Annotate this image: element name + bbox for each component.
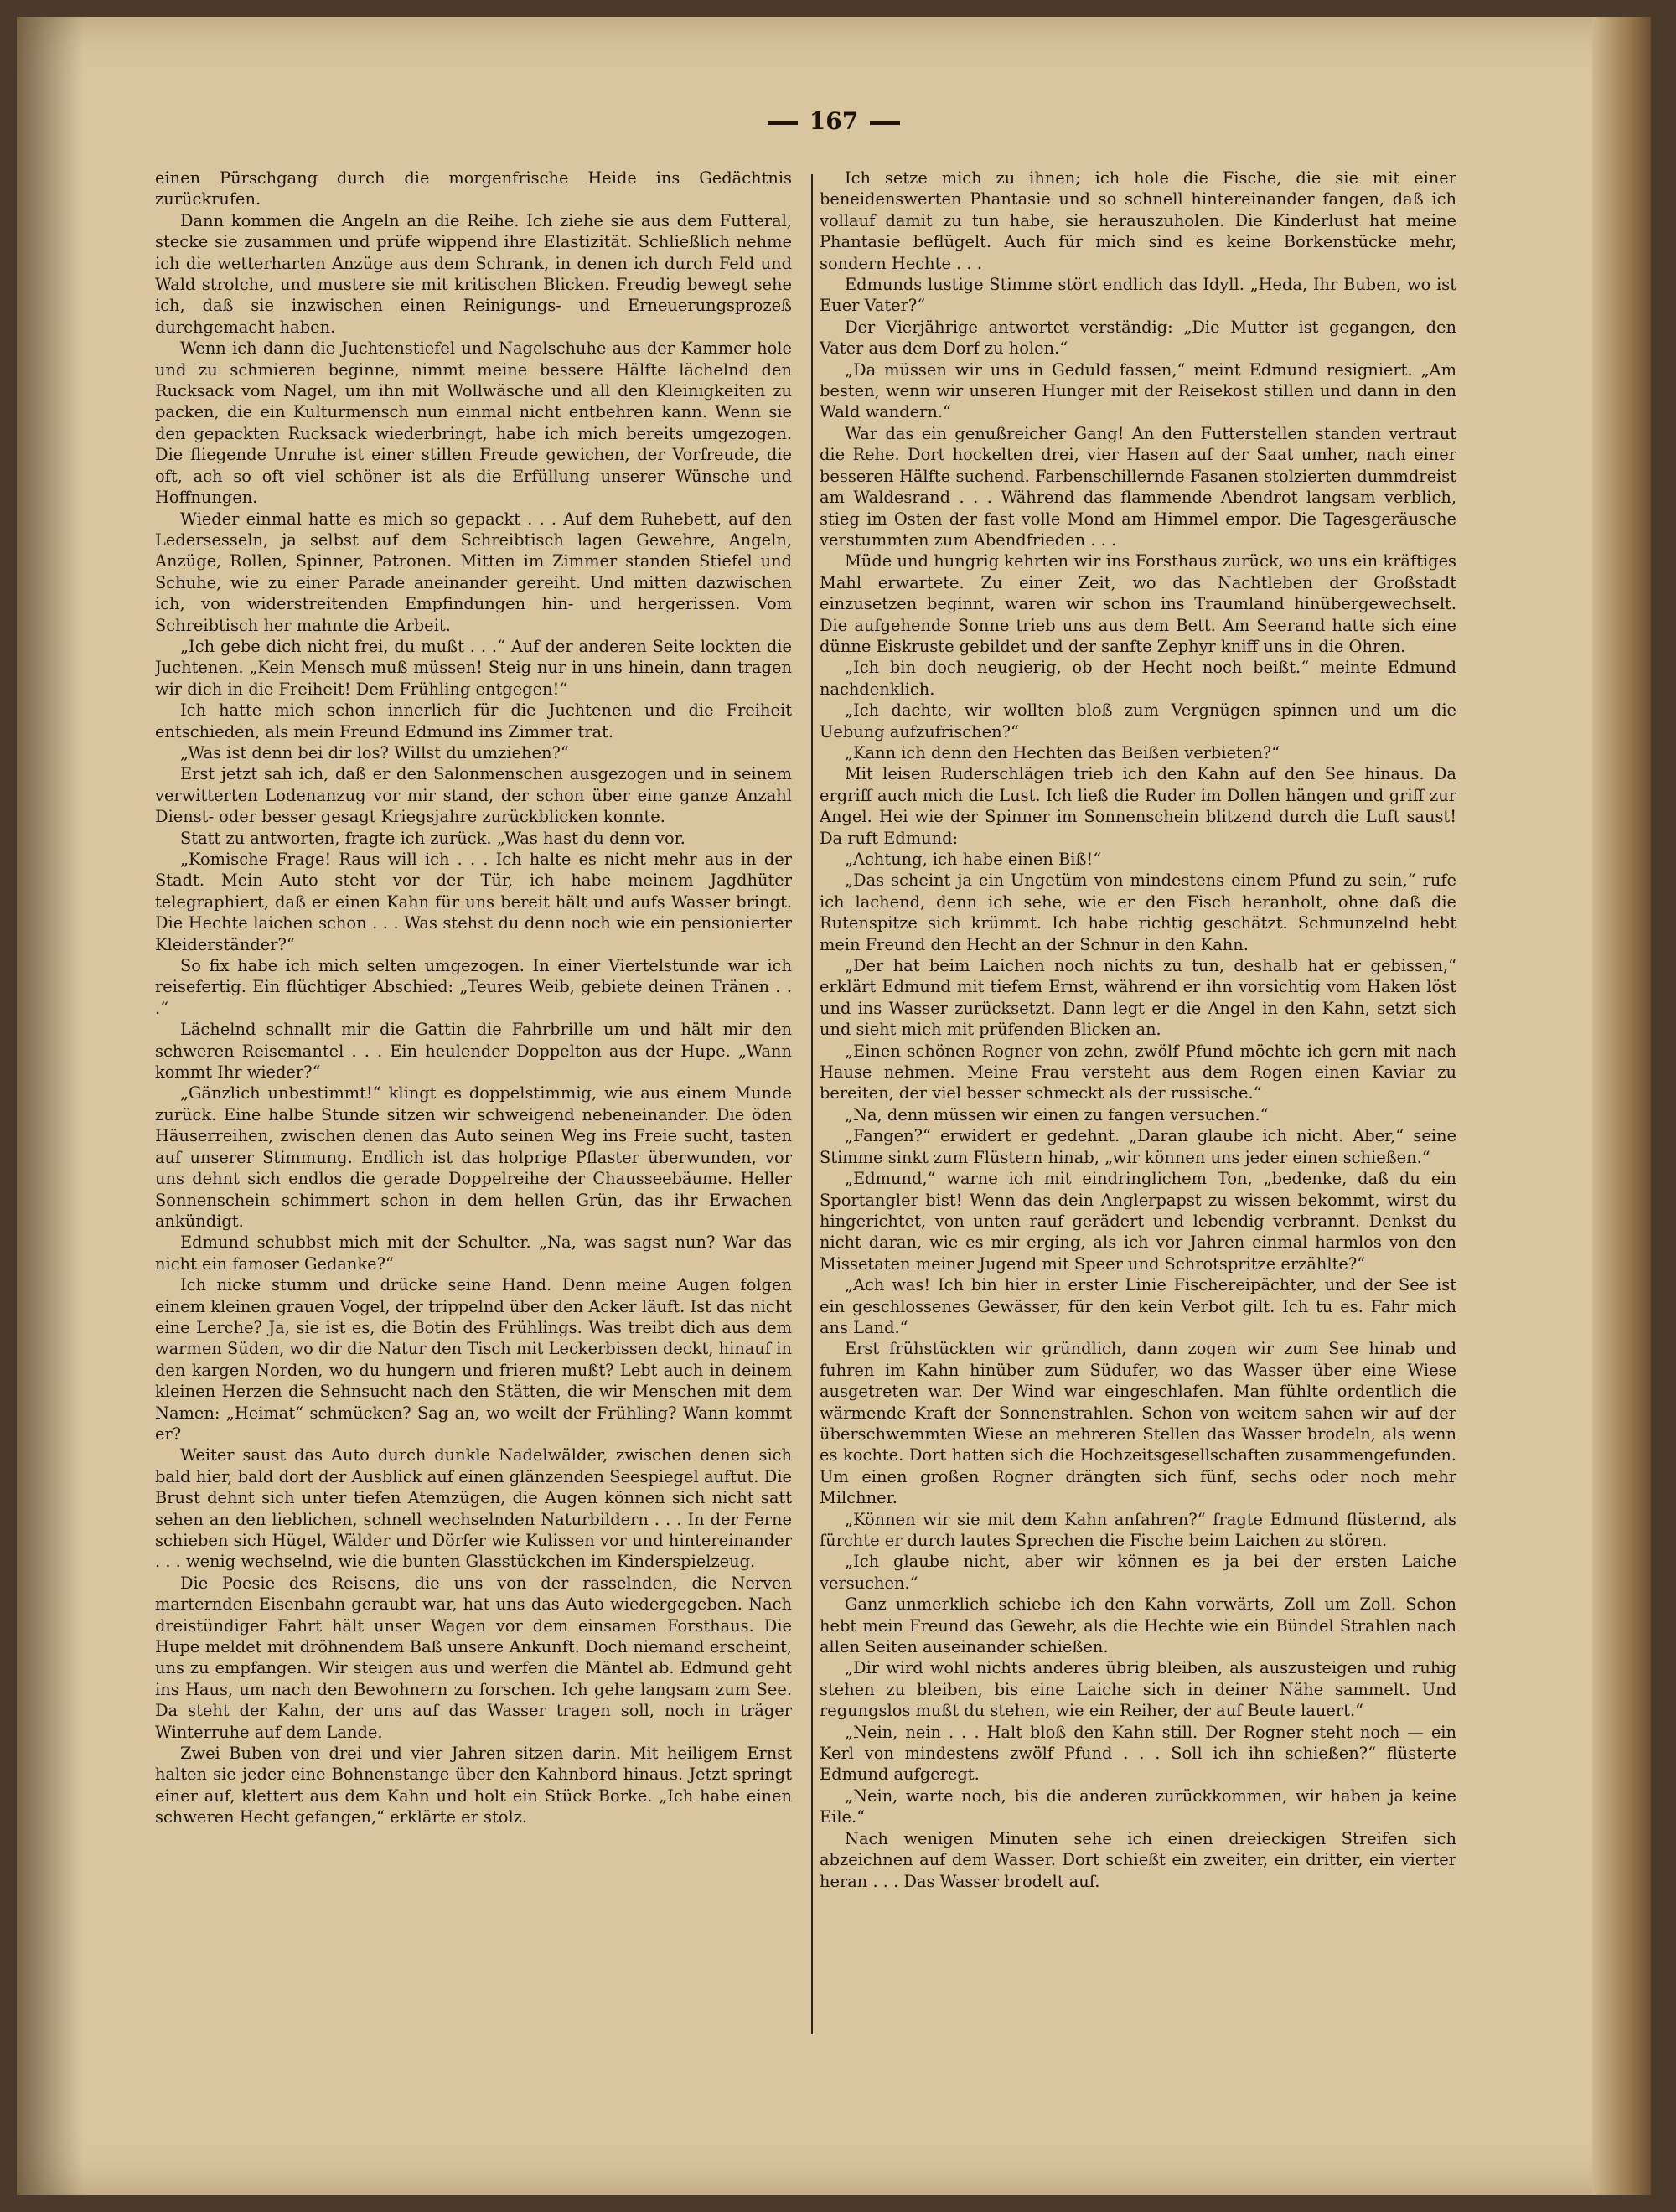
paragraph: War das ein genußreicher Gang! An den Futterstellen standen vertraut die Rehe. Dort hockelten drei, vier Hasen auf der Saat umher, nach einer besseren Hälfte suchend. Farbenschillernde Fasanen stolzierten dummdreist am Waldesrand . . . Während das flammende Abendrot langsam verblich, stieg im Osten der fast volle Mond am Himmel empor. Die Tagesgeräusche verstummten zum Abendfrieden . . . — [820, 423, 1456, 550]
paragraph: „Nein, nein . . . Halt bloß den Kahn still. Der Rogner steht noch — ein Kerl von mindestens zwölf Pfund . . . Soll ich ihn schießen?“ flüsterte Edmund aufgeregt. — [820, 1722, 1456, 1785]
paragraph: „Ich glaube nicht, aber wir können es ja bei der ersten Laiche versuchen.“ — [820, 1552, 1456, 1593]
paragraph: So fix habe ich mich selten umgezogen. In einer Viertelstunde war ich reisefertig. Ein flüchtiger Abschied: „Teures Weib, gebiete deinen Tränen . . .“ — [155, 956, 792, 1018]
paragraph: Ich hatte mich schon innerlich für die Juchtenen und die Freiheit entschieden, als mein Freund Edmund ins Zimmer trat. — [155, 700, 792, 742]
page-header — [0, 107, 1668, 135]
paragraph: „Da müssen wir uns in Geduld fassen,“ meint Edmund resigniert. „Am besten, wenn wir unseren Hunger mit der Reisekost stillen und dann in den Wald wandern.“ — [820, 359, 1456, 422]
page-edge — [1592, 17, 1651, 2195]
header-dash-right — [870, 121, 900, 125]
paragraph: „Ich gebe dich nicht frei, du mußt . . .“ Auf der anderen Seite lockten die Juchtenen. „Kein Mensch muß müssen! Steig nur in uns hinein, dann tragen wir dich in die Freiheit! Dem Frühling entgegen!“ — [155, 636, 792, 699]
paragraph: Die Poesie des Reisens, die uns von der rasselnden, die Nerven marternden Eisenbahn geraubt war, hat uns das Auto wiedergegeben. Nach dreistündiger Fahrt hält unser Wagen vor dem einsamen Forsthaus. Die Hupe meldet mit dröhnendem Baß unsere Ankunft. Doch niemand erscheint, uns zu empfangen. Wir steigen aus und werfen die Mäntel ab. Edmund geht ins Haus, um nach den Bewohnern zu forschen. Ich gehe langsam zum See. Da steht der Kahn, der uns auf das Wasser tragen soll, noch in träger Winterruhe auf dem Lande. — [155, 1573, 792, 1742]
paragraph: Müde und hungrig kehrten wir ins Forsthaus zurück, wo uns ein kräftiges Mahl erwartete. Zu einer Zeit, wo das Nachtleben der Großstadt einzusetzen beginnt, waren wir schon ins Traumland hinübergewechselt. Die aufgehende Sonne trieb uns aus dem Bett. Am Seerand hatte sich eine dünne Eiskruste gebildet und der sanfte Zephyr kniff uns in die Ohren. — [820, 551, 1456, 656]
paragraph: Lächelnd schnallt mir die Gattin die Fahrbrille um und hält mir den schweren Reisemantel . . . Ein heulender Doppelton aus der Hupe. „Wann kommt Ihr wieder?“ — [155, 1020, 792, 1083]
paragraph: Edmund schubbst mich mit der Schulter. „Na, was sagst nun? War das nicht ein famoser Gedanke?“ — [155, 1233, 792, 1274]
column-divider — [811, 174, 813, 2034]
paragraph: Der Vierjährige antwortet verständig: „Die Mutter ist gegangen, den Vater aus dem Dorf zu holen.“ — [820, 317, 1456, 359]
paragraph: Zwei Buben von drei und vier Jahren sitzen darin. Mit heiligem Ernst halten sie jeder eine Bohnenstange über den Kahnbord hinaus. Jetzt springt einer auf, klettert aus dem Kahn und holt ein Stück Borke. „Ich habe einen schweren Hecht gefangen,“ erklärte er stolz. — [155, 1744, 792, 1827]
paragraph: Ich nicke stumm und drücke seine Hand. Denn meine Augen folgen einem kleinen grauen Vogel, der trippelnd über den Acker läuft. Ist das nicht eine Lerche? Ja, sie ist es, die Botin des Frühlings. Was treibt dich aus dem warmen Süden, wo dir die Natur den Tisch mit Leckerbissen deckt, hinauf in den kargen Norden, wo du hungern und frieren mußt? Lebt auch in deinem kleinen Herzen die Sehnsucht nach den Stätten, die wir Menschen mit dem Namen: „Heimat“ schmücken? Sag an, wo weilt der Frühling? Wann kommt er? — [155, 1275, 792, 1444]
paragraph: Erst jetzt sah ich, daß er den Salonmenschen ausgezogen und in seinem verwitterten Lodenanzug vor mir stand, der schon über eine ganze Anzahl Dienst- oder besser gesagt Kriegsjahre zurückblicken konnte. — [155, 764, 792, 827]
page-number: 167 — [809, 107, 859, 135]
paragraph: „Dir wird wohl nichts anderes übrig bleiben, als auszusteigen und ruhig stehen zu bleiben, bis eine Laiche sich in deiner Nähe sammelt. Und regungslos mußt du stehen, wie ein Reiher, der auf Beute lauert.“ — [820, 1658, 1456, 1721]
paragraph: „Was ist denn bei dir los? Willst du umziehen?“ — [180, 742, 569, 762]
paragraph: Mit leisen Ruderschlägen trieb ich den Kahn auf den See hinaus. Da ergriff auch mich die Lust. Ich ließ die Ruder im Dollen hängen und griff zur Angel. Hei wie der Spinner im Sonnenschein blitzend durch die Luft saust! Da ruft Edmund: — [820, 764, 1456, 848]
paragraph: Edmunds lustige Stimme stört endlich das Idyll. „Heda, Ihr Buben, wo ist Euer Vater?“ — [820, 275, 1456, 316]
paragraph: Weiter saust das Auto durch dunkle Nadelwälder, zwischen denen sich bald hier, bald dort der Ausblick auf einen glänzenden Seespiegel auftut. Die Brust dehnt sich unter tiefen Atemzügen, die Augen können sich nicht satt sehen an den lieblichen, schnell wechselnden Naturbildern . . . In der Ferne schieben sich Hügel, Wälder und Dörfer wie Kulissen vor und hintereinander . . . wenig wechselnd, wie die bunten Glasstückchen im Kinderspielzeug. — [155, 1445, 792, 1572]
paragraph: „Komische Frage! Raus will ich . . . Ich halte es nicht mehr aus in der Stadt. Mein Auto steht vor der Tür, ich habe meinem Jagdhüter telegraphiert, daß er einen Kahn für uns bereit hält und aufs Wasser bringt. Die Hechte laichen schon . . . Was stehst du denn noch wie ein pensionierter Kleiderständer?“ — [155, 850, 792, 954]
paragraph: Wenn ich dann die Juchtenstiefel und Nagelschuhe aus der Kammer hole und zu schmieren beginne, nimmt meine bessere Hälfte lächelnd den Rucksack vom Nagel, um ihn mit Wollwäsche und all den Kleinigkeiten zu packen, die ein Kulturmensch nun einmal nicht entbehren kann. Wenn sie den gepackten Rucksack wiederbringt, habe ich mich bereits umgezogen. Die fliegende Unruhe ist einer stillen Freude gewichen, der Vorfreude, die oft, ach so oft viel schöner ist als die Erfüllung unserer Wünsche und Hoffnungen. — [155, 339, 792, 508]
paragraph: „Der hat beim Laichen noch nichts zu tun, deshalb hat er gebissen,“ erklärt Edmund mit tiefem Ernst, während er ihn vorsichtig vom Haken löst und ins Wasser zurücksetzt. Dann legt er die Angel in den Kahn, setzt sich und sieht mich mit prüfenden Blicken an. — [820, 956, 1456, 1040]
paragraph: „Na, denn müssen wir einen zu fangen versuchen.“ — [845, 1104, 1269, 1124]
paragraph: Erst frühstückten wir gründlich, dann zogen wir zum See hinab und fuhren im Kahn hinüber zum Südufer, wo das Wasser über eine Wiese ausgetreten war. Der Wind war eingeschlafen. Man fühlte ordentlich die wärmende Kraft der Sonnenstrahlen. Schon von weitem sahen wir auf der überschwemmten Wiese an mehreren Stellen das Wasser brodeln, als wenn es kochte. Dort hatten sich die Hochzeitsgesellschaften zusammengefunden. Um einen großen Rogner drängten sich fünf, sechs oder noch mehr Milchner. — [820, 1339, 1456, 1508]
paragraph: „Nein, warte noch, bis die anderen zurückkommen, wir haben ja keine Eile.“ — [820, 1786, 1456, 1827]
paragraph: Ich setze mich zu ihnen; ich hole die Fische, die sie mit einer beneidenswerten Phantasie und so schnell hintereinander fangen, daß ich vollauf damit zu tun habe, sie herauszuholen. Die Kinderlust hat meine Phantasie beflügelt. Auch für mich sind es keine Borkenstücke mehr, sondern Hechte . . . — [820, 168, 1456, 273]
left-text-column — [155, 168, 792, 2095]
paragraph: Ganz unmerklich schiebe ich den Kahn vorwärts, Zoll um Zoll. Schon hebt mein Freund das Gewehr, als die Hechte wie ein Bündel Strahlen nach allen Seiten auseinander schießen. — [820, 1594, 1456, 1657]
paragraph: „Fangen?“ erwidert er gedehnt. „Daran glaube ich nicht. Aber,“ seine Stimme sinkt zum Flüstern hinab, „wir können uns jeder einen schießen.“ — [820, 1126, 1456, 1167]
paragraph: „Achtung, ich habe einen Biß!“ — [845, 850, 1102, 869]
spine-shadow — [17, 17, 84, 2195]
header-dash-left — [768, 121, 798, 125]
paragraph: „Ach was! Ich bin hier in erster Linie Fischereipächter, und der See ist ein geschlossenes Gewässer, für den kein Verbot gilt. Ich tu es. Fahr mich ans Land.“ — [820, 1275, 1456, 1337]
paragraph: „Edmund,“ warne ich mit eindringlichem Ton, „bedenke, daß du ein Sportangler bist! Wenn das dein Anglerpapst zu wissen bekommt, wirst du hingerichtet, von unten rauf gerädert und lebendig verbrannt. Denkst du nicht daran, wie es mir erging, als ich vor Jahren einmal harmlos von den Missetaten meiner Jugend mit Speer und Schrotspritze erzählte?“ — [820, 1169, 1456, 1274]
paragraph: „Können wir sie mit dem Kahn anfahren?“ fragte Edmund flüsternd, als fürchte er durch lautes Sprechen die Fische beim Laichen zu stören. — [820, 1509, 1456, 1550]
paragraph: „Einen schönen Rogner von zehn, zwölf Pfund möchte ich gern mit nach Hause nehmen. Meine Frau versteht aus dem Rogen einen Kaviar zu bereiten, der viel besser schmeckt als der russische.“ — [820, 1041, 1456, 1103]
paragraph: einen Pürschgang durch die morgenfrische Heide ins Gedächtnis zurückrufen. — [155, 168, 792, 209]
right-text-column — [820, 168, 1456, 2095]
paragraph: „Gänzlich unbestimmt!“ klingt es doppelstimmig, wie aus einem Munde zurück. Eine halbe Stunde sitzen wir schweigend nebeneinander. Die öden Häuserreihen, zwischen denen das Auto seinen Weg ins Freie sucht, tasten auf unserer Stimmung. Endlich ist das holprige Pflaster überwunden, vor uns dehnt sich endlos die gerade Doppelreihe der Chausseebäume. Heller Sonnenschein schimmert schon in dem hellen Grün, das ihr Erwachen ankündigt. — [155, 1083, 792, 1231]
paragraph: „Das scheint ja ein Ungetüm von mindestens einem Pfund zu sein,“ rufe ich lachend, denn ich sehe, wie er den Fisch heranholt, ohne daß die Rutenspitze sich krümmt. Ich habe richtig geschätzt. Schmunzelnd hebt mein Freund den Hecht an der Schnur in den Kahn. — [820, 871, 1456, 954]
paragraph: „Ich dachte, wir wollten bloß zum Vergnügen spinnen und um die Uebung aufzufrischen?“ — [820, 700, 1456, 742]
paragraph: Wieder einmal hatte es mich so gepackt . . . Auf dem Ruhebett, auf den Ledersesseln, ja selbst auf dem Schreibtisch lagen Gewehre, Angeln, Anzüge, Rollen, Spinner, Patronen. Mitten im Zimmer standen Stiefel und Schuhe, wie zu einer Parade aneinander gereiht. Und mitten dazwischen ich, von widerstreitenden Empfindungen hin- und hergerissen. Vom Schreibtisch her mahnte die Arbeit. — [155, 509, 792, 635]
paragraph: Nach wenigen Minuten sehe ich einen dreieckigen Streifen sich abzeichnen auf dem Wasser. Dort schießt ein zweiter, ein dritter, ein vierter heran . . . Das Wasser brodelt auf. — [820, 1828, 1456, 1891]
paragraph: „Ich bin doch neugierig, ob der Hecht noch beißt.“ meinte Edmund nachdenklich. — [820, 658, 1456, 699]
paragraph: Statt zu antworten, fragte ich zurück. „Was hast du denn vor. — [180, 828, 685, 848]
paragraph: „Kann ich denn den Hechten das Beißen verbieten?“ — [845, 742, 1280, 762]
paragraph: Dann kommen die Angeln an die Reihe. Ich ziehe sie aus dem Futteral, stecke sie zusammen und prüfe wippend ihre Elastizität. Schließlich nehme ich die wetterharten Anzüge aus dem Schrank, in denen ich durch Feld und Wald strolche, und mustere sie mit kritischen Blicken. Freudig bewegt sehe ich, daß sie inzwischen einen Reinigungs- und Erneuerungsprozeß durchgemacht haben. — [155, 210, 792, 337]
